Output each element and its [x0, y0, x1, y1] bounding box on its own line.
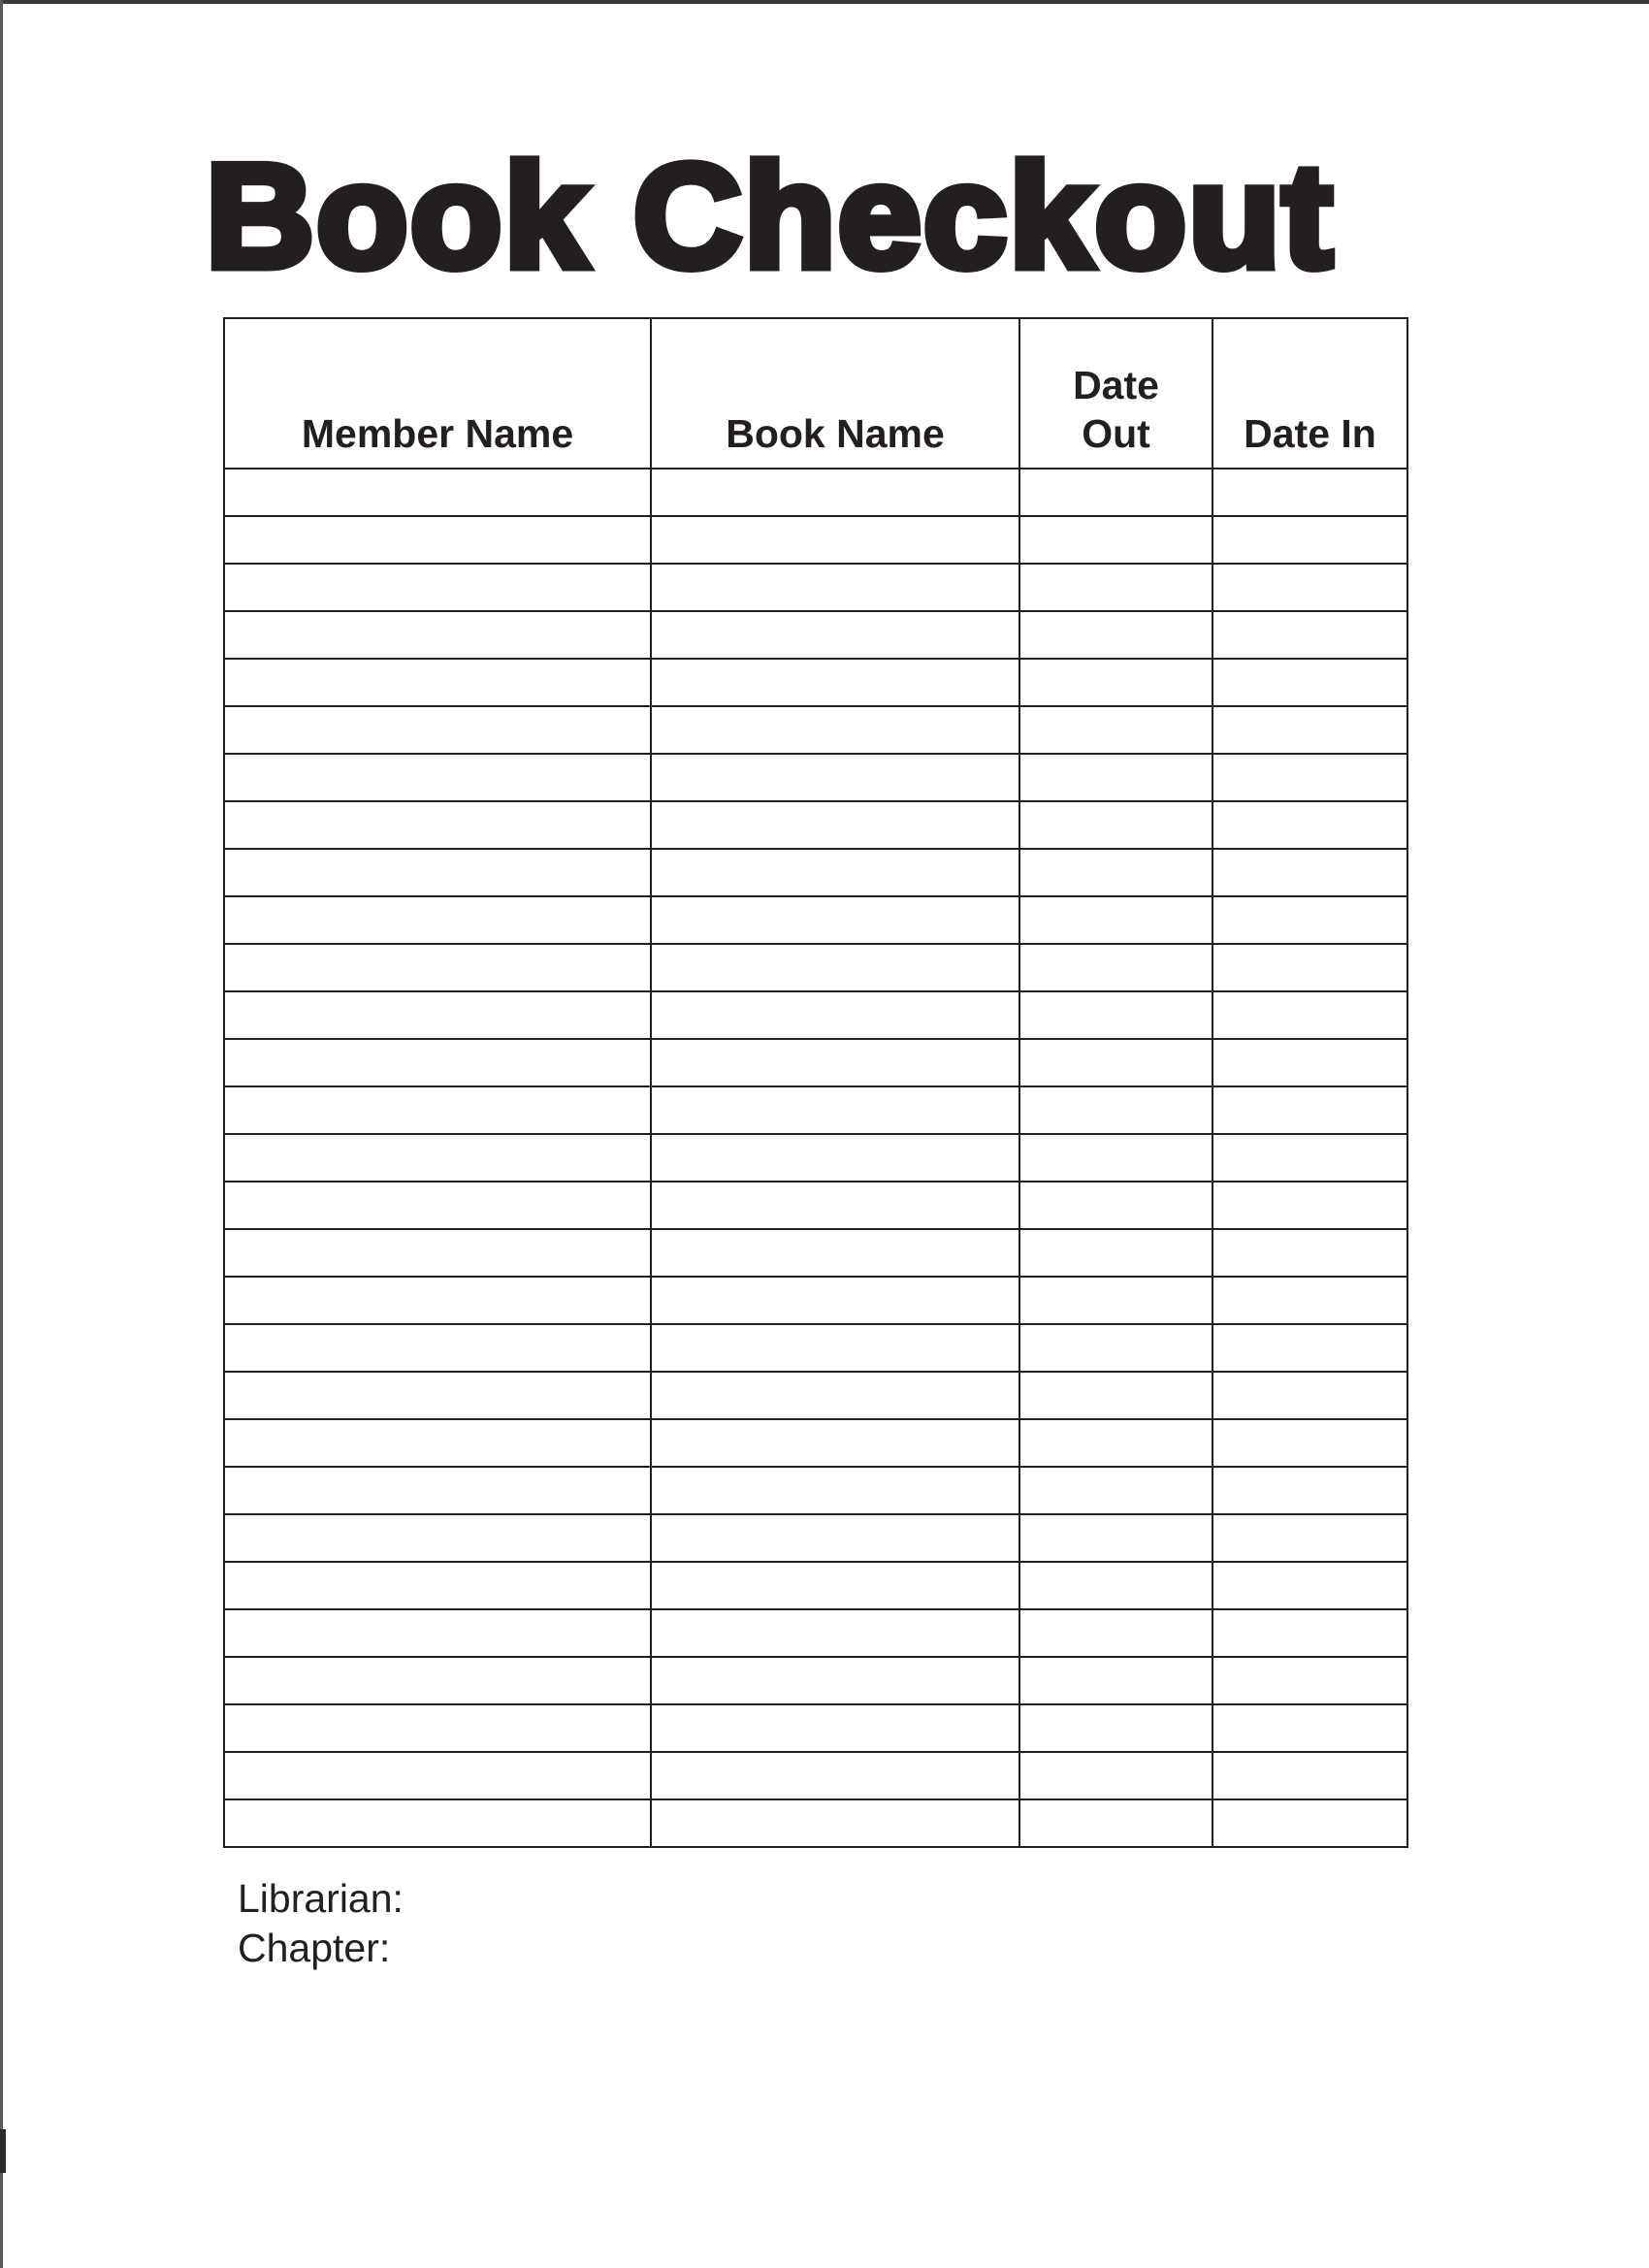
- table-row: [224, 611, 1407, 659]
- date-in-cell: [1212, 1182, 1407, 1229]
- date-in-cell: [1212, 1514, 1407, 1562]
- member-name-cell: [224, 1039, 651, 1086]
- date-in-cell: [1212, 849, 1407, 896]
- table-row: [224, 1324, 1407, 1372]
- member-name-cell: [224, 1277, 651, 1324]
- date-out-cell: [1019, 1799, 1212, 1847]
- table-row: [224, 1704, 1407, 1752]
- date-in-cell: [1212, 1467, 1407, 1514]
- checkout-table: [223, 317, 1408, 1848]
- date-in-cell: [1212, 1657, 1407, 1704]
- member-name-cell: [224, 944, 651, 991]
- book-name-cell: [651, 1086, 1019, 1134]
- member-name-cell: [224, 1467, 651, 1514]
- date-in-cell: [1212, 1277, 1407, 1324]
- book-name-cell: [651, 611, 1019, 659]
- date-out-cell: [1019, 849, 1212, 896]
- book-name-cell: [651, 1419, 1019, 1467]
- date-in-cell: [1212, 1704, 1407, 1752]
- date-in-cell: [1212, 1134, 1407, 1182]
- table-row: [224, 1277, 1407, 1324]
- table-row: [224, 1182, 1407, 1229]
- book-name-cell: [651, 1277, 1019, 1324]
- table-row: [224, 1086, 1407, 1134]
- date-in-cell: [1212, 1752, 1407, 1799]
- table-body: [224, 469, 1407, 1847]
- date-out-cell: [1019, 611, 1212, 659]
- book-name-cell: [651, 564, 1019, 611]
- member-name-cell: [224, 564, 651, 611]
- book-name-cell: [651, 944, 1019, 991]
- date-out-cell: [1019, 1039, 1212, 1086]
- book-name-cell: [651, 516, 1019, 564]
- member-name-cell: [224, 1704, 651, 1752]
- book-name-cell: [651, 1372, 1019, 1419]
- date-out-cell: [1019, 1324, 1212, 1372]
- member-name-cell: [224, 1514, 651, 1562]
- date-in-cell: [1212, 706, 1407, 754]
- date-out-cell: [1019, 1419, 1212, 1467]
- table-row: [224, 1657, 1407, 1704]
- book-name-cell: [651, 1182, 1019, 1229]
- book-name-cell: [651, 849, 1019, 896]
- date-out-cell: [1019, 1467, 1212, 1514]
- table-row: [224, 706, 1407, 754]
- date-out-cell: [1019, 944, 1212, 991]
- book-name-cell: [651, 659, 1019, 706]
- book-name-cell: [651, 1657, 1019, 1704]
- member-name-cell: [224, 611, 651, 659]
- member-name-cell: [224, 1324, 651, 1372]
- table-row: [224, 1039, 1407, 1086]
- table-row: [224, 659, 1407, 706]
- member-name-cell: [224, 1229, 651, 1277]
- date-out-cell: [1019, 1277, 1212, 1324]
- date-in-cell: [1212, 1229, 1407, 1277]
- date-out-cell: [1019, 1562, 1212, 1609]
- date-out-cell: [1019, 1752, 1212, 1799]
- book-name-cell: [651, 1229, 1019, 1277]
- member-name-cell: [224, 516, 651, 564]
- date-in-cell: [1212, 564, 1407, 611]
- member-name-cell: [224, 469, 651, 516]
- date-out-cell: [1019, 706, 1212, 754]
- date-in-cell: [1212, 516, 1407, 564]
- date-out-cell: [1019, 801, 1212, 849]
- date-in-cell: [1212, 991, 1407, 1039]
- table-row: [224, 1752, 1407, 1799]
- librarian-label: Librarian:: [238, 1876, 404, 1921]
- header-date-in: Date In: [1212, 318, 1407, 469]
- book-name-cell: [651, 896, 1019, 944]
- date-out-cell: [1019, 1134, 1212, 1182]
- date-in-cell: [1212, 1609, 1407, 1657]
- member-name-cell: [224, 1799, 651, 1847]
- member-name-cell: [224, 849, 651, 896]
- book-name-cell: [651, 1609, 1019, 1657]
- date-out-cell: [1019, 754, 1212, 801]
- date-out-cell: [1019, 659, 1212, 706]
- date-out-cell: [1019, 1182, 1212, 1229]
- table-row: [224, 1514, 1407, 1562]
- book-name-cell: [651, 1752, 1019, 1799]
- member-name-cell: [224, 1134, 651, 1182]
- date-in-cell: [1212, 1419, 1407, 1467]
- date-in-cell: [1212, 1039, 1407, 1086]
- member-name-cell: [224, 1372, 651, 1419]
- book-name-cell: [651, 469, 1019, 516]
- date-in-cell: [1212, 801, 1407, 849]
- member-name-cell: [224, 659, 651, 706]
- date-out-cell: [1019, 1229, 1212, 1277]
- member-name-cell: [224, 1609, 651, 1657]
- book-name-cell: [651, 1324, 1019, 1372]
- table-row: [224, 1562, 1407, 1609]
- date-out-cell: [1019, 516, 1212, 564]
- table-row: [224, 849, 1407, 896]
- date-in-cell: [1212, 896, 1407, 944]
- header-date-out: Date Out: [1019, 318, 1212, 469]
- header-member-name: Member Name: [224, 318, 651, 469]
- date-out-cell: [1019, 991, 1212, 1039]
- book-name-cell: [651, 1562, 1019, 1609]
- table-row: [224, 1134, 1407, 1182]
- member-name-cell: [224, 1562, 651, 1609]
- scan-edge-left: [0, 0, 3, 2268]
- date-in-cell: [1212, 1562, 1407, 1609]
- date-in-cell: [1212, 469, 1407, 516]
- book-name-cell: [651, 1799, 1019, 1847]
- date-out-cell: [1019, 1609, 1212, 1657]
- table-row: [224, 944, 1407, 991]
- member-name-cell: [224, 991, 651, 1039]
- book-name-cell: [651, 991, 1019, 1039]
- member-name-cell: [224, 706, 651, 754]
- member-name-cell: [224, 801, 651, 849]
- book-name-cell: [651, 1467, 1019, 1514]
- date-in-cell: [1212, 1086, 1407, 1134]
- member-name-cell: [224, 1182, 651, 1229]
- page-title: Book Checkout: [206, 134, 1335, 299]
- table-row: [224, 1419, 1407, 1467]
- date-out-cell: [1019, 1372, 1212, 1419]
- table-row: [224, 991, 1407, 1039]
- date-out-cell: [1019, 896, 1212, 944]
- member-name-cell: [224, 1752, 651, 1799]
- table-row: [224, 754, 1407, 801]
- chapter-label: Chapter:: [238, 1926, 391, 1970]
- table-row: [224, 1229, 1407, 1277]
- table-row: [224, 516, 1407, 564]
- scan-edge-top: [0, 0, 1649, 4]
- member-name-cell: [224, 896, 651, 944]
- date-out-cell: [1019, 1086, 1212, 1134]
- table-row: [224, 801, 1407, 849]
- date-out-cell: [1019, 564, 1212, 611]
- date-out-cell: [1019, 1514, 1212, 1562]
- member-name-cell: [224, 754, 651, 801]
- table-row: [224, 1609, 1407, 1657]
- scan-edge-mark: [0, 2129, 6, 2173]
- date-in-cell: [1212, 659, 1407, 706]
- header-book-name: Book Name: [651, 318, 1019, 469]
- table-row: [224, 1799, 1407, 1847]
- table-row: [224, 564, 1407, 611]
- date-in-cell: [1212, 611, 1407, 659]
- table-row: [224, 1372, 1407, 1419]
- date-out-cell: [1019, 1704, 1212, 1752]
- date-in-cell: [1212, 1324, 1407, 1372]
- book-name-cell: [651, 706, 1019, 754]
- member-name-cell: [224, 1086, 651, 1134]
- date-in-cell: [1212, 754, 1407, 801]
- member-name-cell: [224, 1657, 651, 1704]
- date-in-cell: [1212, 1799, 1407, 1847]
- date-out-cell: [1019, 1657, 1212, 1704]
- book-name-cell: [651, 1134, 1019, 1182]
- book-name-cell: [651, 1039, 1019, 1086]
- book-name-cell: [651, 801, 1019, 849]
- date-in-cell: [1212, 944, 1407, 991]
- member-name-cell: [224, 1419, 651, 1467]
- table-row: [224, 469, 1407, 516]
- book-name-cell: [651, 1704, 1019, 1752]
- table-header-row: [224, 318, 1407, 469]
- table-row: [224, 896, 1407, 944]
- date-in-cell: [1212, 1372, 1407, 1419]
- date-out-cell: [1019, 469, 1212, 516]
- book-name-cell: [651, 1514, 1019, 1562]
- book-name-cell: [651, 754, 1019, 801]
- table-row: [224, 1467, 1407, 1514]
